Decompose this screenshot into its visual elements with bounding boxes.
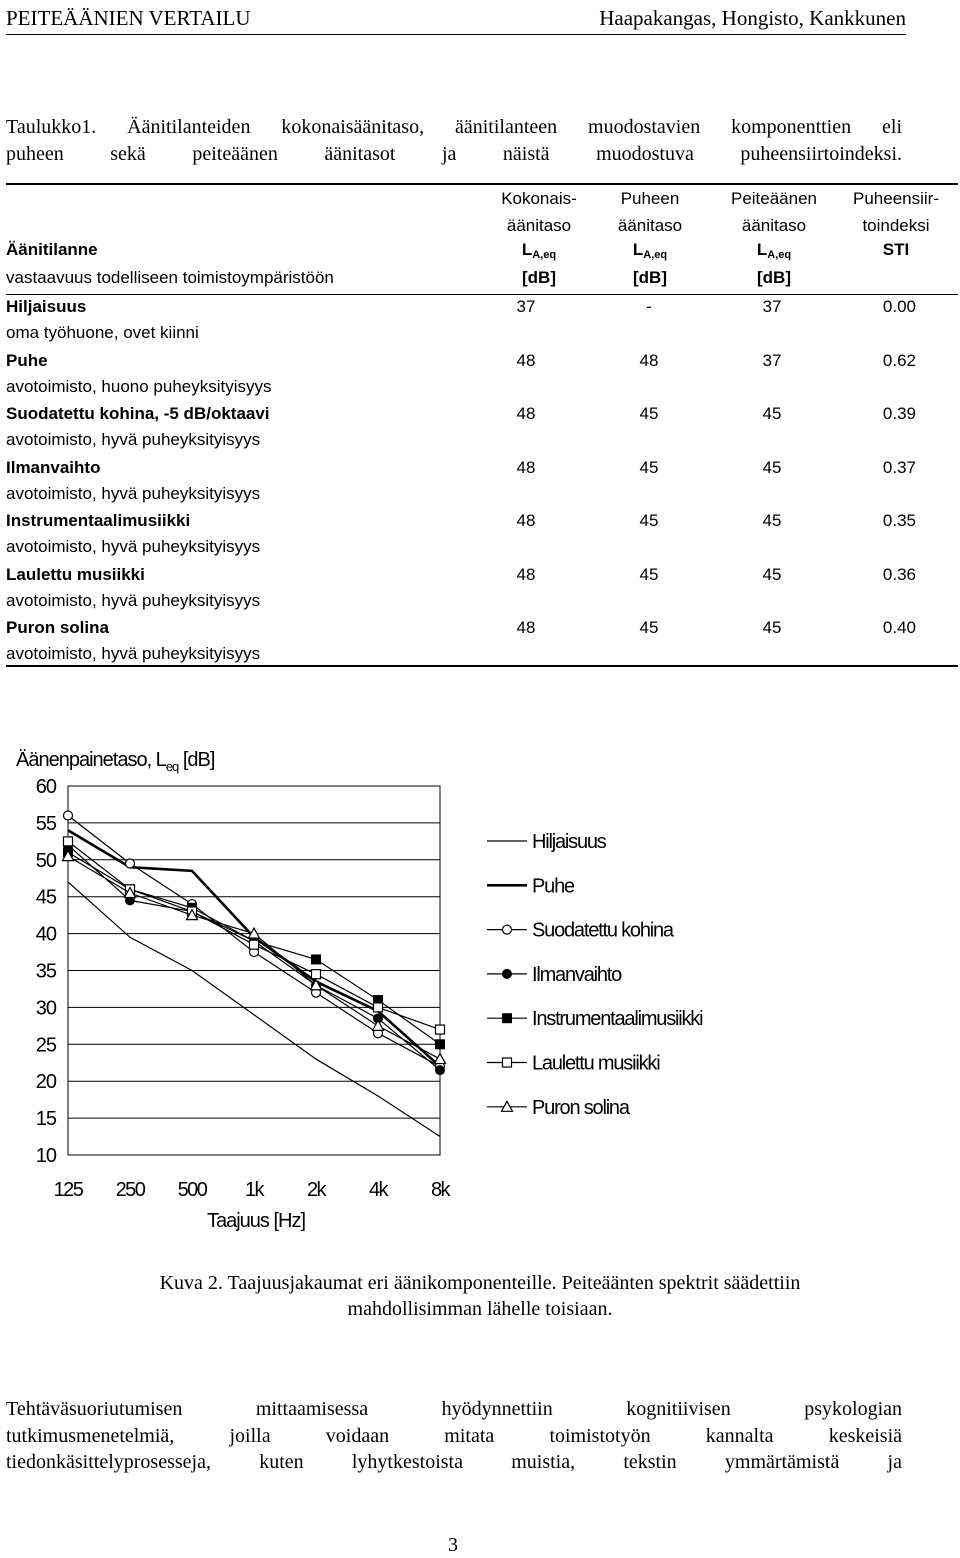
y-tick-label: 45 bbox=[35, 886, 56, 909]
legend-item bbox=[487, 964, 622, 986]
y-tick-label: 50 bbox=[35, 849, 56, 872]
page-header bbox=[6, 4, 906, 35]
legend-swatch-marker bbox=[503, 969, 512, 978]
results-table bbox=[6, 183, 958, 667]
row-situation-name: Laulettu musiikki bbox=[6, 564, 145, 584]
row-speech-level: 45 bbox=[639, 618, 659, 637]
col-masker-unit: [dB] bbox=[757, 268, 791, 287]
legend-item bbox=[487, 1097, 631, 1119]
header-authors: Haapakangas, Hongisto, Kankkunen bbox=[599, 6, 906, 30]
legend-item bbox=[487, 1053, 660, 1075]
row-situation-name: Puhe bbox=[6, 350, 48, 370]
row-total-level: 48 bbox=[516, 564, 536, 584]
x-tick-label: 500 bbox=[177, 1179, 207, 1201]
col-speech-symbol: $L_{A,eq}$ bbox=[632, 240, 668, 261]
row-masker-level: 45 bbox=[762, 457, 782, 477]
page-number: 3 bbox=[448, 1534, 458, 1556]
row-situation-name: Ilmanvaihto bbox=[6, 457, 101, 477]
legend-item bbox=[487, 1008, 703, 1030]
row-masker-level: 37 bbox=[762, 350, 782, 370]
legend-swatch-marker bbox=[503, 925, 512, 934]
row-sti-value: 0.62 bbox=[882, 350, 916, 370]
paragraph-line-2: tutkimusmenetelmiä, joilla voidaan mitata toimistotyön kannalta keskeisiä bbox=[6, 1424, 902, 1447]
chart-legend bbox=[487, 831, 703, 1119]
data-point bbox=[436, 1040, 445, 1049]
legend-swatch-marker bbox=[503, 1058, 512, 1067]
y-tick-label: 60 bbox=[35, 776, 56, 798]
y-tick-label: 55 bbox=[35, 812, 56, 835]
row-total-level: 48 bbox=[516, 350, 536, 370]
table-caption bbox=[6, 114, 902, 168]
data-point bbox=[436, 1025, 445, 1034]
y-axis-label: Äänenpainetaso, $L_{eq}$ [dB] bbox=[16, 749, 215, 774]
x-tick-label: 2k bbox=[306, 1179, 326, 1201]
paragraph-line-1: Tehtäväsuoriutumisen mittaamisessa hyödynnettiin kognitiivisen psykologian bbox=[6, 1398, 902, 1420]
row-total-level: 48 bbox=[516, 618, 536, 637]
col-total-unit: [dB] bbox=[522, 268, 556, 287]
x-axis-label: Taajuus [Hz] bbox=[206, 1210, 306, 1232]
row-sti-value: 0.37 bbox=[882, 457, 916, 477]
row-masker-level: 45 bbox=[762, 404, 782, 423]
row-situation-desc: avotoimisto, hyvä puheyksityisyys bbox=[6, 644, 261, 663]
col-sti-l1: Puheensiir- bbox=[853, 189, 939, 208]
col-masker-l1: Peiteäänen bbox=[730, 189, 818, 208]
header-title: PEITEÄÄNIEN VERTAILU bbox=[6, 6, 251, 30]
series-line bbox=[68, 856, 440, 1059]
row-speech-level: 45 bbox=[639, 564, 659, 584]
legend-label: Puron solina bbox=[532, 1096, 629, 1119]
row-total-level: 48 bbox=[516, 511, 536, 530]
y-tick-label: 20 bbox=[35, 1071, 56, 1094]
legend-label: Instrumentaalimusiikki bbox=[532, 1008, 703, 1031]
legend-swatch-marker bbox=[503, 1014, 512, 1023]
col-total-symbol: $L_{A,eq}$ bbox=[521, 240, 557, 261]
row-sti-value: 0.35 bbox=[882, 511, 916, 530]
col-situation-sub: vastaavuus todelliseen toimistoympäristöön bbox=[6, 268, 334, 287]
row-situation-desc: avotoimisto, hyvä puheyksityisyys bbox=[6, 590, 261, 610]
row-masker-level: 45 bbox=[762, 618, 782, 637]
legend-label: Ilmanvaihto bbox=[532, 963, 622, 986]
row-situation-name: Suodatettu kohina, -5 dB/oktaavi bbox=[6, 404, 270, 423]
row-situation-desc: oma työhuone, ovet kiinni bbox=[6, 323, 199, 342]
y-tick-label: 35 bbox=[35, 960, 56, 983]
legend-item bbox=[487, 920, 675, 942]
row-sti-value: 0.36 bbox=[882, 564, 916, 584]
data-point bbox=[126, 859, 135, 868]
col-speech-l1: Puheen bbox=[620, 189, 680, 208]
x-tick-labels bbox=[54, 1179, 452, 1201]
y-tick-label: 25 bbox=[35, 1034, 56, 1057]
data-point bbox=[374, 1003, 383, 1012]
data-point bbox=[64, 837, 73, 846]
row-situation-name: Instrumentaalimusiikki bbox=[6, 511, 191, 530]
legend-label: Suodatettu kohina bbox=[532, 919, 673, 942]
col-masker-l2: äänitaso bbox=[741, 216, 807, 235]
row-speech-level: 45 bbox=[639, 404, 659, 423]
y-tick-label: 40 bbox=[35, 923, 56, 946]
data-point bbox=[312, 970, 321, 979]
series-ilmanvaihto bbox=[64, 841, 445, 1075]
data-point bbox=[435, 1054, 446, 1064]
row-total-level: 48 bbox=[516, 404, 536, 423]
legend-label: Hiljaisuus bbox=[532, 831, 606, 853]
body-paragraph bbox=[6, 1396, 902, 1476]
figure-caption-line-2: mahdollisimman lähelle toisiaan. bbox=[347, 1298, 613, 1320]
row-situation-desc: avotoimisto, hyvä puheyksityisyys bbox=[6, 483, 261, 503]
data-point bbox=[436, 1066, 445, 1075]
legend-item bbox=[487, 831, 607, 853]
row-masker-level: 45 bbox=[762, 564, 782, 584]
data-point bbox=[312, 955, 321, 964]
col-total-l2: äänitaso bbox=[506, 216, 572, 235]
col-speech-unit: [dB] bbox=[633, 268, 667, 287]
legend-label: Puhe bbox=[532, 875, 574, 898]
x-tick-label: 4k bbox=[368, 1179, 388, 1201]
x-tick-label: 8k bbox=[430, 1179, 450, 1201]
row-total-level: 37 bbox=[516, 297, 536, 316]
row-speech-level: 45 bbox=[639, 457, 659, 477]
paragraph-line-3: tiedonkäsittelyprosesseja, kuten lyhytkestoista muistia, tekstin ymmärtämistä ja bbox=[6, 1451, 902, 1473]
row-situation-desc: avotoimisto, hyvä puheyksityisyys bbox=[6, 430, 261, 449]
col-sti-l2: toindeksi bbox=[862, 216, 930, 235]
row-masker-level: 45 bbox=[762, 511, 782, 530]
chart-gridlines bbox=[68, 823, 440, 1118]
y-tick-labels bbox=[36, 776, 57, 1167]
row-sti-value: 0.00 bbox=[882, 297, 916, 316]
col-sti-symbol: STI bbox=[882, 240, 910, 259]
x-tick-label: 125 bbox=[53, 1179, 83, 1201]
y-tick-label: 10 bbox=[35, 1145, 56, 1167]
row-speech-level: 48 bbox=[639, 350, 659, 370]
figure-caption bbox=[0, 1270, 960, 1322]
header-divider bbox=[6, 294, 958, 295]
row-speech-level: - bbox=[646, 297, 652, 316]
x-tick-label: 1k bbox=[244, 1179, 264, 1201]
col-speech-l2: äänitaso bbox=[617, 216, 683, 235]
row-sti-value: 0.39 bbox=[882, 404, 916, 423]
table-caption-line-1: Taulukko1. Äänitilanteiden kokonaisäänitaso, äänitilanteen muodostavien komponenttien eli bbox=[6, 116, 902, 138]
data-point bbox=[64, 811, 73, 820]
row-speech-level: 45 bbox=[639, 511, 659, 530]
row-masker-level: 37 bbox=[762, 297, 782, 316]
col-situation-title: Äänitilanne bbox=[6, 240, 98, 259]
frequency-chart bbox=[0, 740, 960, 1240]
x-tick-label: 250 bbox=[115, 1179, 145, 1201]
row-situation-desc: avotoimisto, hyvä puheyksityisyys bbox=[6, 537, 261, 556]
table-caption-line-2: puheen sekä peiteäänen äänitasot ja näistä muodostuva puheensiirtoindeksi. bbox=[6, 143, 902, 165]
data-point bbox=[250, 940, 259, 949]
row-situation-name: Puron solina bbox=[6, 618, 109, 637]
legend-label: Laulettu musiikki bbox=[532, 1052, 660, 1075]
y-tick-label: 15 bbox=[35, 1108, 56, 1131]
row-situation-name: Hiljaisuus bbox=[6, 297, 87, 316]
row-situation-desc: avotoimisto, huono puheyksityisyys bbox=[6, 376, 272, 396]
col-masker-symbol: $L_{A,eq}$ bbox=[756, 240, 792, 261]
col-total-l1: Kokonais- bbox=[501, 189, 577, 208]
row-total-level: 48 bbox=[516, 457, 536, 477]
figure-caption-line-1: Kuva 2. Taajuusjakaumat eri äänikomponenteille. Peiteäänten spektrit säädettiin bbox=[159, 1272, 801, 1294]
legend-item bbox=[487, 875, 575, 897]
y-tick-label: 30 bbox=[35, 997, 56, 1020]
row-sti-value: 0.40 bbox=[882, 618, 916, 637]
